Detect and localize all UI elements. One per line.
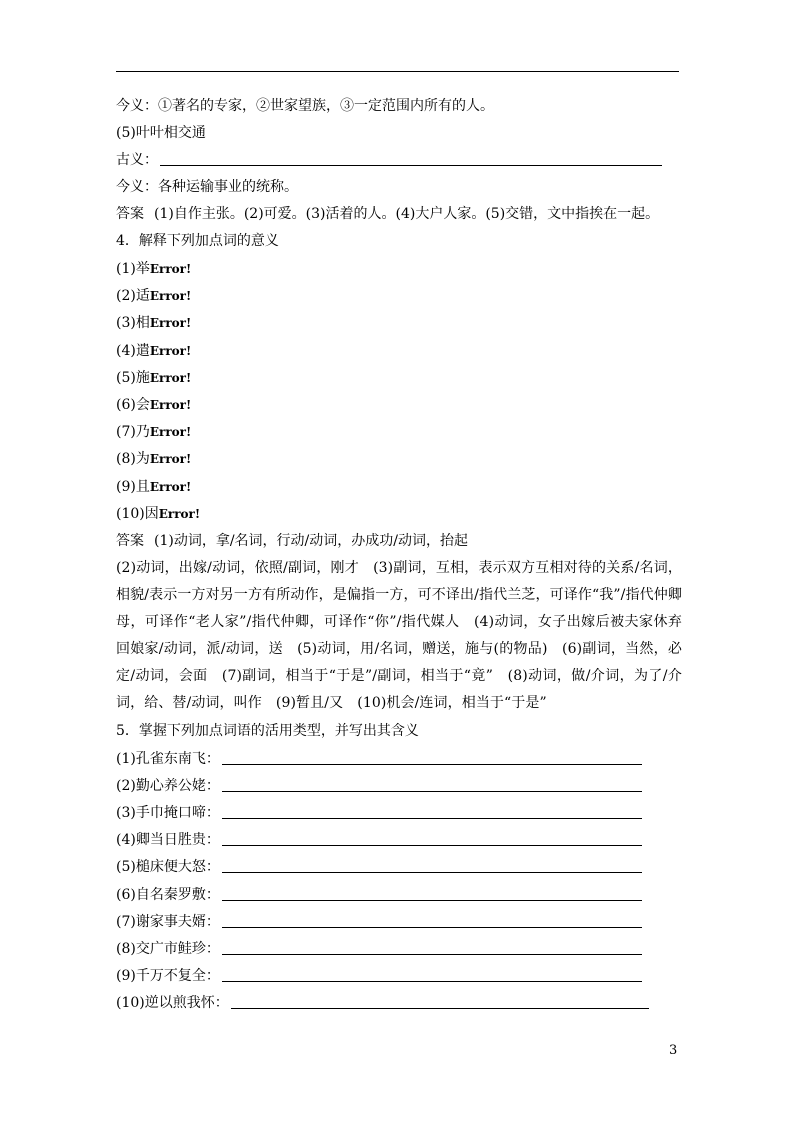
q4-answer-line1: (1)动词，拿/名词，行动/动词，办成功/动词，抬起 [154, 533, 468, 549]
q4-title: 4．解释下列加点词的意义 [116, 233, 279, 249]
q5-item [116, 886, 642, 904]
q3-answer-text: (1)自作主张。(2)可爱。(3)活着的人。(4)大户人家。(5)交错，文中指挨在一起。 [154, 206, 660, 222]
q5-item-label: (9)千万不复全： [116, 967, 220, 984]
q4-item [116, 260, 191, 278]
q4-item [116, 287, 191, 305]
q4-answer-line [116, 532, 468, 550]
q5-answer-blank[interactable] [231, 994, 649, 1009]
q4-item [116, 342, 191, 360]
q5-item [116, 994, 649, 1012]
q5-answer-blank[interactable] [222, 804, 642, 819]
q4-item-label: (3)相 [116, 315, 150, 332]
q4-item [116, 423, 191, 441]
jinyi-line-5: 今义：各种运输事业的统称。 [116, 179, 298, 195]
q4-answer-label: 答案 [116, 533, 144, 549]
q4-item [116, 505, 200, 523]
guyi-line [116, 151, 662, 169]
q4-item [116, 478, 191, 496]
q5-item [116, 940, 642, 958]
q4-item-label: (9)且 [116, 478, 150, 495]
q5-answer-blank[interactable] [222, 967, 642, 982]
q5-item-label: (6)自名秦罗敷： [116, 886, 220, 903]
q4-item-label: (7)乃 [116, 424, 150, 441]
guyi-blank[interactable] [160, 151, 662, 166]
q4-item [116, 369, 191, 387]
q4-item-label: (4)遣 [116, 342, 150, 359]
q4-item-error: Error! [149, 452, 192, 467]
header-rule [116, 71, 679, 72]
q5-item-label: (7)谢家事夫婿： [116, 913, 220, 930]
q4-item [116, 396, 191, 414]
q5-item-label: (4)卿当日胜贵： [116, 832, 220, 849]
q5-answer-blank[interactable] [222, 940, 642, 955]
q5-title: 5．掌握下列加点词语的活用类型，并写出其含义 [116, 723, 419, 739]
q5-item [116, 777, 642, 795]
page-number: 3 [669, 1043, 678, 1058]
q5-item [116, 804, 642, 822]
q5-item-label: (10)逆以煎我怀： [116, 994, 229, 1011]
q5-answer-blank[interactable] [222, 858, 642, 873]
q4-item [116, 450, 191, 468]
q4-item-error: Error! [149, 370, 192, 385]
q3-answer-label: 答案 [116, 206, 144, 222]
q5-item [116, 750, 642, 768]
q4-item-label: (2)适 [116, 288, 150, 305]
q4-item-label: (10)因 [116, 505, 159, 522]
q5-answer-blank[interactable] [222, 777, 642, 792]
q4-item-label: (6)会 [116, 397, 150, 413]
q4-item-label: (8)为 [116, 451, 150, 468]
q4-item [116, 314, 191, 332]
q4-item-error: Error! [149, 262, 192, 276]
q5-item-label: (8)交广市鲑珍： [116, 940, 220, 957]
q5-answer-blank[interactable] [222, 831, 642, 846]
q5-item-label: (3)手巾掩口啼： [116, 805, 220, 822]
item-5-line: (5)叶叶相交通 [116, 125, 206, 141]
jinyi-line-4: 今义：①著名的专家，②世家望族，③一定范围内所有的人。 [116, 98, 494, 114]
q5-item [116, 967, 642, 985]
q5-item-label: (1)孔雀东南飞： [116, 751, 220, 767]
q4-item-error: Error! [149, 398, 192, 412]
q4-item-error: Error! [149, 316, 192, 331]
q5-item [116, 913, 642, 931]
q4-item-error: Error! [149, 425, 192, 440]
q4-item-error: Error! [149, 343, 192, 358]
q3-answer-line [116, 205, 659, 223]
q5-answer-blank[interactable] [222, 886, 642, 901]
q5-item-label: (5)槌床便大怒： [116, 859, 220, 876]
guyi-label: 古义： [116, 152, 158, 168]
q5-item-label: (2)勤心养公姥： [116, 778, 220, 795]
q5-answer-blank[interactable] [222, 750, 642, 765]
q5-item [116, 858, 642, 876]
q5-answer-blank[interactable] [222, 913, 642, 928]
q4-answer-paragraph: (2)动词，出嫁/动词，依照/副词，刚才 (3)副词，互相，表示双方互相对待的关系/名词，相貌/表示一方对另一方有所动作，是偏指一方，可不译出/指代兰芝，可译作“我”/指代仲卿母，可译作“老人家”/指代仲卿，可译作“你”/指代媒人 (4)动词，女子出嫁后被夫家休弃回娘家/动词，派/动词，送 (5)动词，用/名词，赠送，施与(的物品) (6)副词，当然，必定/动词，会面 (7)副词，相当于“于是”/副词，相当于“竟” (8)动词，做/介词，为了/介词，给、替/动词，叫作 (9)暂且/又 (10)机会/连词，相当于“于是” [116, 560, 682, 711]
q5-item [116, 831, 642, 849]
q4-item-error: Error! [149, 479, 192, 494]
q4-item-error: Error! [158, 506, 201, 521]
q4-item-error: Error! [149, 289, 192, 304]
q4-item-label: (1)举 [116, 261, 150, 277]
q4-item-label: (5)施 [116, 369, 150, 386]
